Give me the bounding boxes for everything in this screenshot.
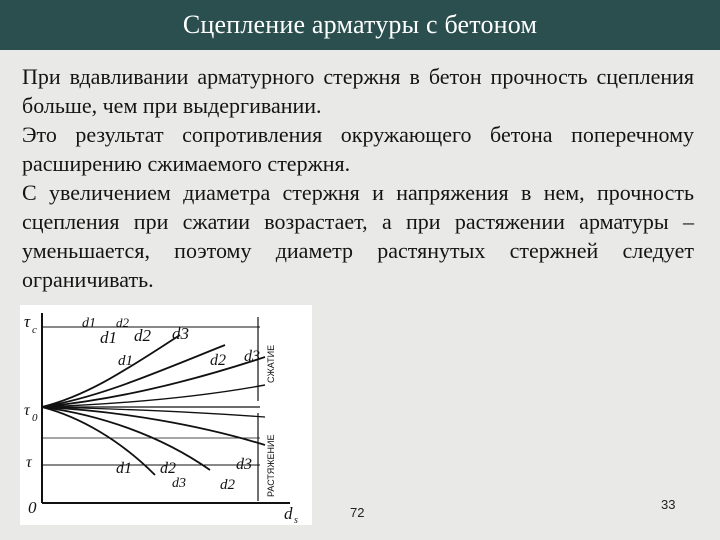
y-label-bottom: τ: [26, 454, 32, 471]
curve-label-top-8: d3: [244, 348, 260, 365]
curve-label-top-5: d3: [172, 324, 189, 343]
paragraph-3: С увеличением диаметра стержня и напряжения в нем, прочность сцепления при сжатии возрастает, а при растяжении арматуры – уменьшается, поэтому диаметр растянутых стержней следует ограничивать.: [22, 180, 694, 292]
paragraph-1: При вдавливании арматурного стержня в бетон прочность сцепления больше, чем при выдергивании.: [22, 64, 694, 118]
tension-label: РАСТЯЖЕНИЕ: [266, 434, 276, 497]
y-label-mid: τ: [24, 402, 30, 419]
y-label-top-sub: c: [32, 324, 37, 336]
curve-label-bottom-4: d2: [220, 477, 235, 493]
y-label-top: τ: [24, 312, 31, 331]
slide-number: 33: [661, 497, 676, 512]
paragraph-2: Это результат сопротивления окружающего бетона поперечному расширению сжимаемого стержня.: [22, 122, 694, 176]
slide-title: Сцепление арматуры с бетоном: [182, 10, 538, 39]
compression-label: СЖАТИЕ: [266, 344, 276, 383]
curve-label-top-3: d2: [116, 315, 129, 330]
curve-label-bottom-3: d3: [172, 476, 186, 491]
curve-label-top-1: d1: [82, 316, 96, 331]
bond-strength-diagram: [20, 305, 312, 525]
page-number: 72: [350, 505, 365, 520]
curve-label-bottom-5: d3: [236, 456, 252, 473]
slide-body: [22, 62, 694, 294]
origin-label: 0: [28, 498, 37, 517]
x-axis-label-sub: s: [294, 515, 298, 525]
curve-label-top-6: d1: [118, 353, 133, 369]
curve-label-bottom-1: d1: [116, 460, 132, 477]
x-axis-label: d: [284, 504, 293, 523]
curve-label-top-2: d1: [100, 328, 117, 347]
diagram-svg: [20, 305, 312, 525]
curve-label-top-4: d2: [134, 326, 151, 345]
title-bar: [0, 0, 720, 50]
curve-label-top-7: d2: [210, 352, 226, 369]
curve-label-bottom-2: d2: [160, 460, 176, 477]
y-label-mid-sub: 0: [32, 412, 38, 424]
